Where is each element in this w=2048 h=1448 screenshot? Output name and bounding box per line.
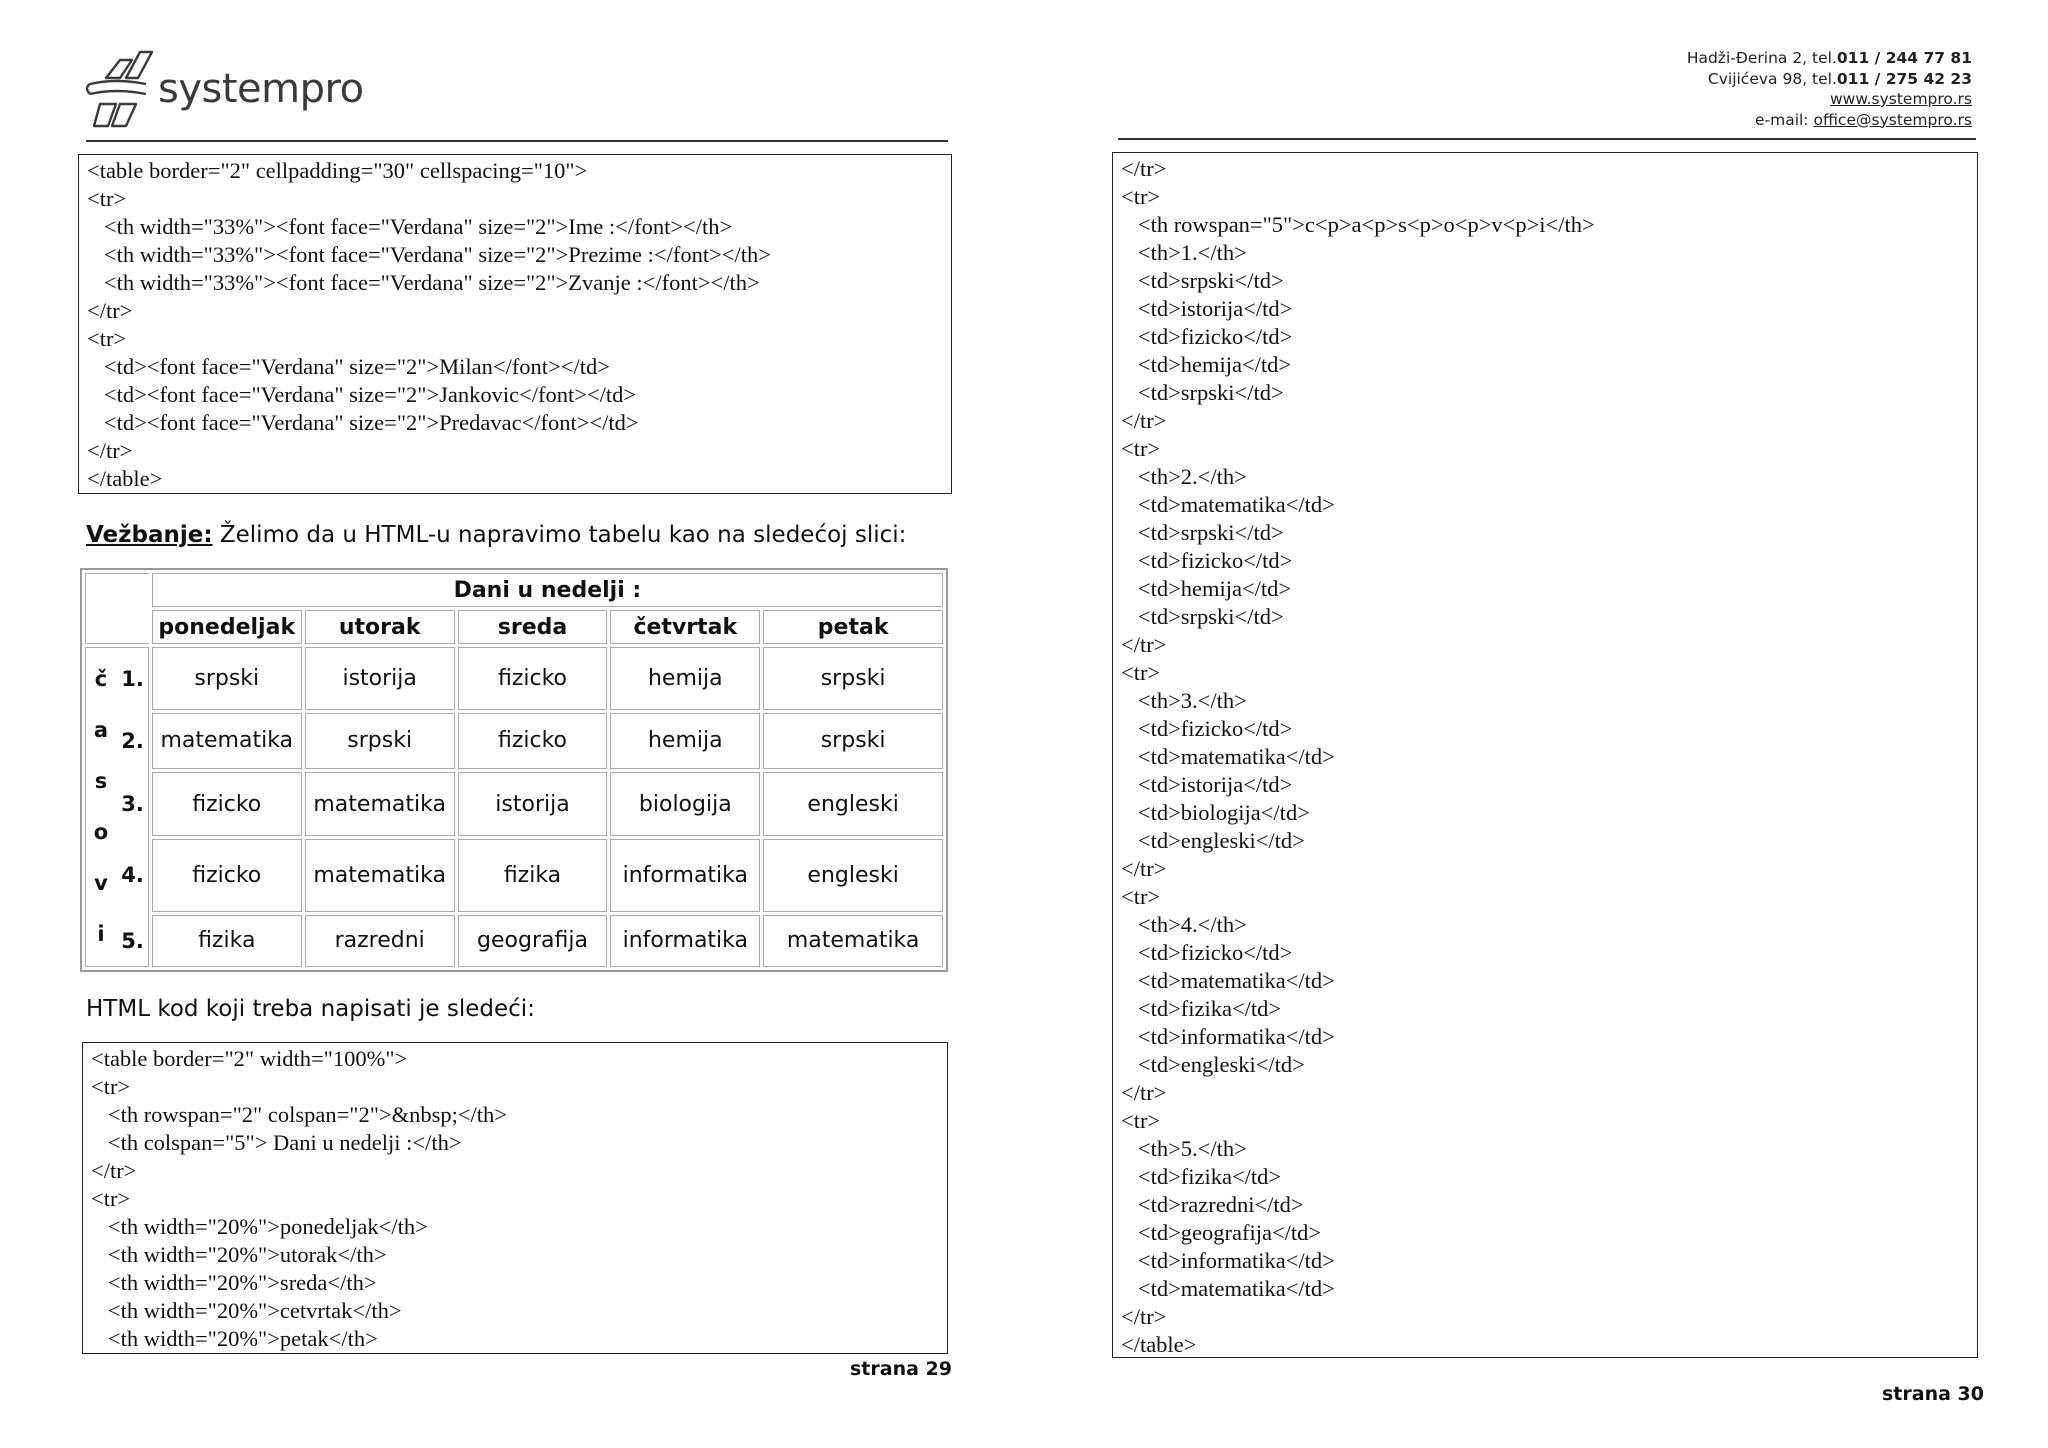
code-line: </tr> [91,1158,137,1183]
code-line: </tr> [1121,1080,1167,1105]
code-line: <td><font face="Verdana" size="2">Predavac</font></td> [87,410,639,435]
website-link[interactable]: www.systempro.rs [1829,90,1972,108]
vertical-letter: v [94,871,108,896]
code-line: <th>4.</th> [1121,912,1247,937]
code-line: <td>fizika</td> [1121,1164,1282,1189]
company-logo [86,48,364,134]
day-header: sreda [458,610,608,644]
code-line: <tr> [1121,1108,1161,1133]
table-row [85,647,943,709]
schedule-cell: srpski [763,713,943,769]
systempro-logo-icon [86,48,166,134]
code-line: <th width="33%"><font face="Verdana" size="2">Zvanje :</font></th> [87,270,760,295]
page-number-left: strana 29 [850,1358,952,1380]
code-line: <td>matematika</td> [1121,744,1335,769]
code-line: </table> [87,466,163,491]
header-rule-left [86,140,948,142]
header-rule-right [1118,138,1976,140]
schedule-cell: fizicko [152,772,302,836]
code-line: <table border="2" cellpadding="30" cellspacing="10"> [87,158,588,183]
email-link[interactable]: office@systempro.rs [1813,110,1972,129]
code-line: </tr> [1121,1304,1167,1329]
schedule-cell: informatika [610,839,760,911]
schedule-cell: srpski [763,647,943,709]
hour-number: 4. [121,863,144,888]
vertical-letter: s [94,769,108,794]
code-line: <td>fizicko</td> [1121,548,1293,573]
code-line: <th>1.</th> [1121,240,1247,265]
schedule-cell: geografija [458,915,608,967]
code-line: <tr> [1121,436,1161,461]
html-intro-text: HTML kod koji treba napisati je sledeći: [86,996,535,1022]
schedule-cell: srpski [152,647,302,709]
code-line: <td>razredni</td> [1121,1192,1304,1217]
schedule-cell: matematika [305,839,455,911]
code-line: </table> [1121,1332,1197,1357]
code-line: </tr> [1121,156,1167,181]
code-line: </tr> [1121,632,1167,657]
day-header: četvrtak [610,610,760,644]
code-line: <th width="20%">ponedeljak</th> [91,1214,428,1239]
schedule-cell: matematika [763,915,943,967]
schedule-cell: fizicko [458,713,608,769]
phone-1: 011 / 244 77 81 [1836,49,1972,67]
code-line: <th>3.</th> [1121,688,1247,713]
contact-line-address1: Hadži-Đerina 2, tel.011 / 244 77 81 [1686,49,1972,67]
exercise-paragraph [86,522,906,548]
code-block-schedule-part2 [1112,152,1978,1358]
schedule-cell: istorija [305,647,455,709]
empty-corner-cell [85,573,149,644]
code-line: <td>fizicko</td> [1121,716,1293,741]
day-header: ponedeljak [152,610,302,644]
code-line: <td>hemija</td> [1121,352,1292,377]
schedule-cell: matematika [305,772,455,836]
table-row [85,713,943,769]
code-line: </tr> [1121,408,1167,433]
code-line: <td>matematika</td> [1121,968,1335,993]
code-line: <th width="20%">sreda</th> [91,1270,377,1295]
code-line: <td>hemija</td> [1121,576,1292,601]
contact-info: Hadži-Đerina 2, tel.011 / 244 77 81 Cvijićeva 98, tel.011 / 275 42 23 www.systempro.rs e-mail: office@systempro.rs [1686,49,1972,129]
code-line: <th>5.</th> [1121,1136,1247,1161]
code-line: <td>geografija</td> [1121,1220,1322,1245]
vertical-letter: a [93,718,109,743]
code-line: <td>fizicko</td> [1121,324,1293,349]
vertical-letter: i [97,922,105,947]
schedule-cell: fizika [152,915,302,967]
code-line: <tr> [1121,660,1161,685]
code-line: <th rowspan="2" colspan="2">&nbsp;</th> [91,1102,507,1127]
day-header: petak [763,610,943,644]
code-line: <td><font face="Verdana" size="2">Jankovic</font></td> [87,382,637,407]
hour-number: 5. [121,928,144,953]
contact-line-address2: Cvijićeva 98, tel.011 / 275 42 23 [1707,69,1972,88]
schedule-cell: fizicko [458,647,608,709]
vertical-letter: o [93,820,109,845]
code-line: <td><font face="Verdana" size="2">Milan</font></td> [87,354,610,379]
vertical-letter: č [94,667,108,692]
code-line: <tr> [1121,184,1161,209]
code-line: </tr> [87,298,133,323]
schedule-cell: fizika [458,839,608,911]
code-line: <tr> [91,1074,131,1099]
code-line: <td>srpski</td> [1121,604,1284,629]
code-line: <td>engleski</td> [1121,828,1305,853]
code-line: <td>istorija</td> [1121,772,1293,797]
code-line: <td>biologija</td> [1121,800,1310,825]
page-number-right: strana 30 [1882,1383,1984,1405]
schedule-cell: hemija [610,647,760,709]
code-line: <tr> [1121,884,1161,909]
code-line: <table border="2" width="100%"> [91,1046,408,1071]
days-header: Dani u nedelji : [152,573,943,607]
code-line: <td>srpski</td> [1121,520,1284,545]
schedule-cell: hemija [610,713,760,769]
code-line: <th colspan="5"> Dani u nedelji :</th> [91,1130,462,1155]
code-line: <td>engleski</td> [1121,1052,1305,1077]
code-line: <td>srpski</td> [1121,268,1284,293]
code-line: <th width="33%"><font face="Verdana" size="2">Ime :</font></th> [87,214,733,239]
exercise-text: Želimo da u HTML-u napravimo tabelu kao na sledećoj slici: [212,522,907,548]
code-block-schedule-part1 [82,1042,948,1354]
code-line: <td>fizika</td> [1121,996,1282,1021]
code-line: </tr> [87,438,133,463]
code-line: <td>srpski</td> [1121,380,1284,405]
logo-text: systempro [158,66,364,112]
schedule-cell: engleski [763,772,943,836]
table-row [85,772,943,836]
schedule-cell: biologija [610,772,760,836]
code-line: </tr> [1121,856,1167,881]
table-row [85,839,943,911]
code-line: <tr> [91,1186,131,1211]
phone-2: 011 / 275 42 23 [1836,69,1972,88]
code-line: <th width="20%">cetvrtak</th> [91,1298,402,1323]
schedule-cell: matematika [152,713,302,769]
hours-vertical-header [85,647,149,967]
code-line: <th width="20%">utorak</th> [91,1242,387,1267]
schedule-cell: istorija [458,772,608,836]
code-line: <tr> [87,186,127,211]
schedule-cell: razredni [305,915,455,967]
table-row [85,915,943,967]
schedule-table [80,568,948,972]
code-line: <th width="20%">petak</th> [91,1326,378,1351]
code-line: <td>matematika</td> [1121,1276,1335,1301]
schedule-cell: informatika [610,915,760,967]
schedule-cell: srpski [305,713,455,769]
code-line: <tr> [87,326,127,351]
code-line: <th rowspan="5">c<p>a<p>s<p>o<p>v<p>i</th> [1121,212,1595,237]
hour-number: 1. [121,666,144,691]
schedule-cell: fizicko [152,839,302,911]
code-line: <td>istorija</td> [1121,296,1293,321]
code-block-table-example [78,154,952,494]
code-line: <td>matematika</td> [1121,492,1335,517]
code-line: <td>informatika</td> [1121,1024,1335,1049]
hour-number: 2. [121,728,144,753]
code-line: <th>2.</th> [1121,464,1247,489]
code-line: <td>informatika</td> [1121,1248,1335,1273]
code-line: <th width="33%"><font face="Verdana" size="2">Prezime :</font></th> [87,242,771,267]
exercise-label: Vežbanje: [86,522,213,548]
day-header: utorak [305,610,455,644]
code-line: <td>fizicko</td> [1121,940,1293,965]
schedule-cell: engleski [763,839,943,911]
hour-number: 3. [121,792,144,817]
